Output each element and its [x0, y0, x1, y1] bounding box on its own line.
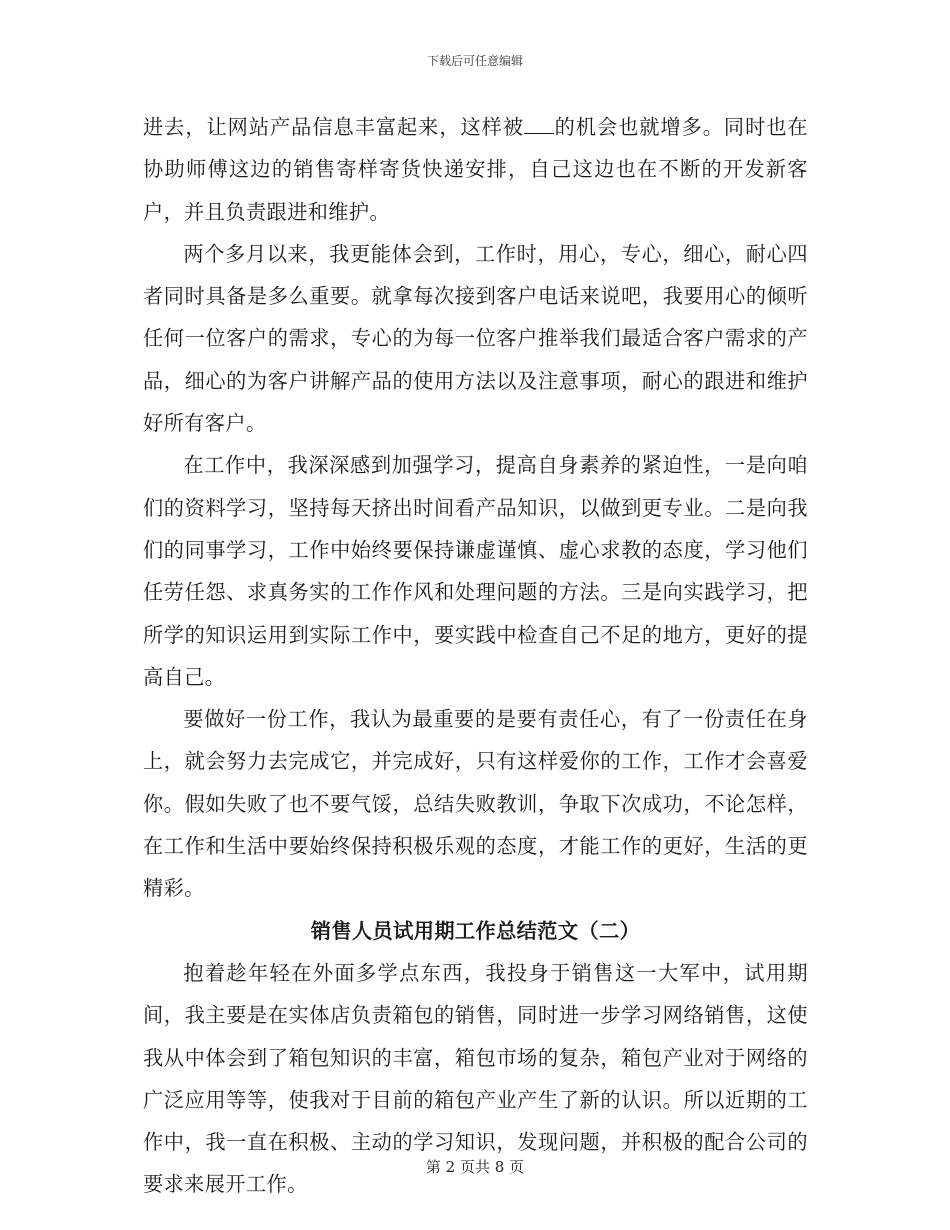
paragraph: 抱着趁年轻在外面多学点东西，我投身于销售这一大军中，试用期间，我主要是在实体店负责箱包的销售，同时进一步学习网络销售，这使我从中体会到了箱包知识的丰富，箱包市场的复杂，箱包产业对于网络的广泛应用等等，使我对于目前的箱包产业产生了新的认识。所以近期的工作中，我一直在积极、主动的学习知识，发现问题，并积极的配合公司的要求来展开工作。 [143, 960, 808, 1197]
paragraph: 在工作中，我深深感到加强学习，提高自身素养的紧迫性，一是向咱们的资料学习，坚持每天挤出时间看产品知识，以做到更专业。二是向我们的同事学习，工作中始终要保持谦虚谨慎、虚心求教的态度，学习他们任劳任怨、求真务实的工作作风和处理问题的方法。三是向实践学习，把所学的知识运用到实际工作中，要实践中检查自己不足的地方，更好的提高自己。 [143, 453, 808, 689]
page-number: 第 2 页共 8 页 [425, 1158, 525, 1176]
document-body [143, 106, 808, 1206]
paragraph: 要做好一份工作，我认为最重要的是要有责任心，有了一份责任在身上，就会努力去完成它，并完成好，只有这样爱你的工作，工作才会喜爱你。假如失败了也不要气馁，总结失败教训，争取下次成功，不论怎样，在工作和生活中要始终保持积极乐观的态度，才能工作的更好，生活的更精彩。 [143, 707, 808, 901]
section-title: 销售人员试用期工作总结范文（二） [310, 918, 641, 943]
paragraph-text: 的机会也就增多。同时也在协助师傅这边的销售寄样寄货快递安排，自己这边也在不断的开发新客户，并且负责跟进和维护。 [143, 115, 808, 224]
fill-in-blank [524, 115, 554, 134]
paragraph: 两个多月以来，我更能体会到，工作时，用心，专心，细心，耐心四者同时具备是多么重要。就拿每次接到客户电话来说吧，我要用心的倾听任何一位客户的需求，专心的为每一位客户推举我们最适合客户需求的产品，细心的为客户讲解产品的使用方法以及注意事项，耐心的跟进和维护好所有客户。 [143, 241, 808, 436]
paragraph-continuation [143, 106, 808, 233]
paragraph-text: 进去，让网站产品信息丰富起来，这样被 [143, 115, 524, 139]
page-header: 下载后可任意编辑 [426, 54, 523, 68]
